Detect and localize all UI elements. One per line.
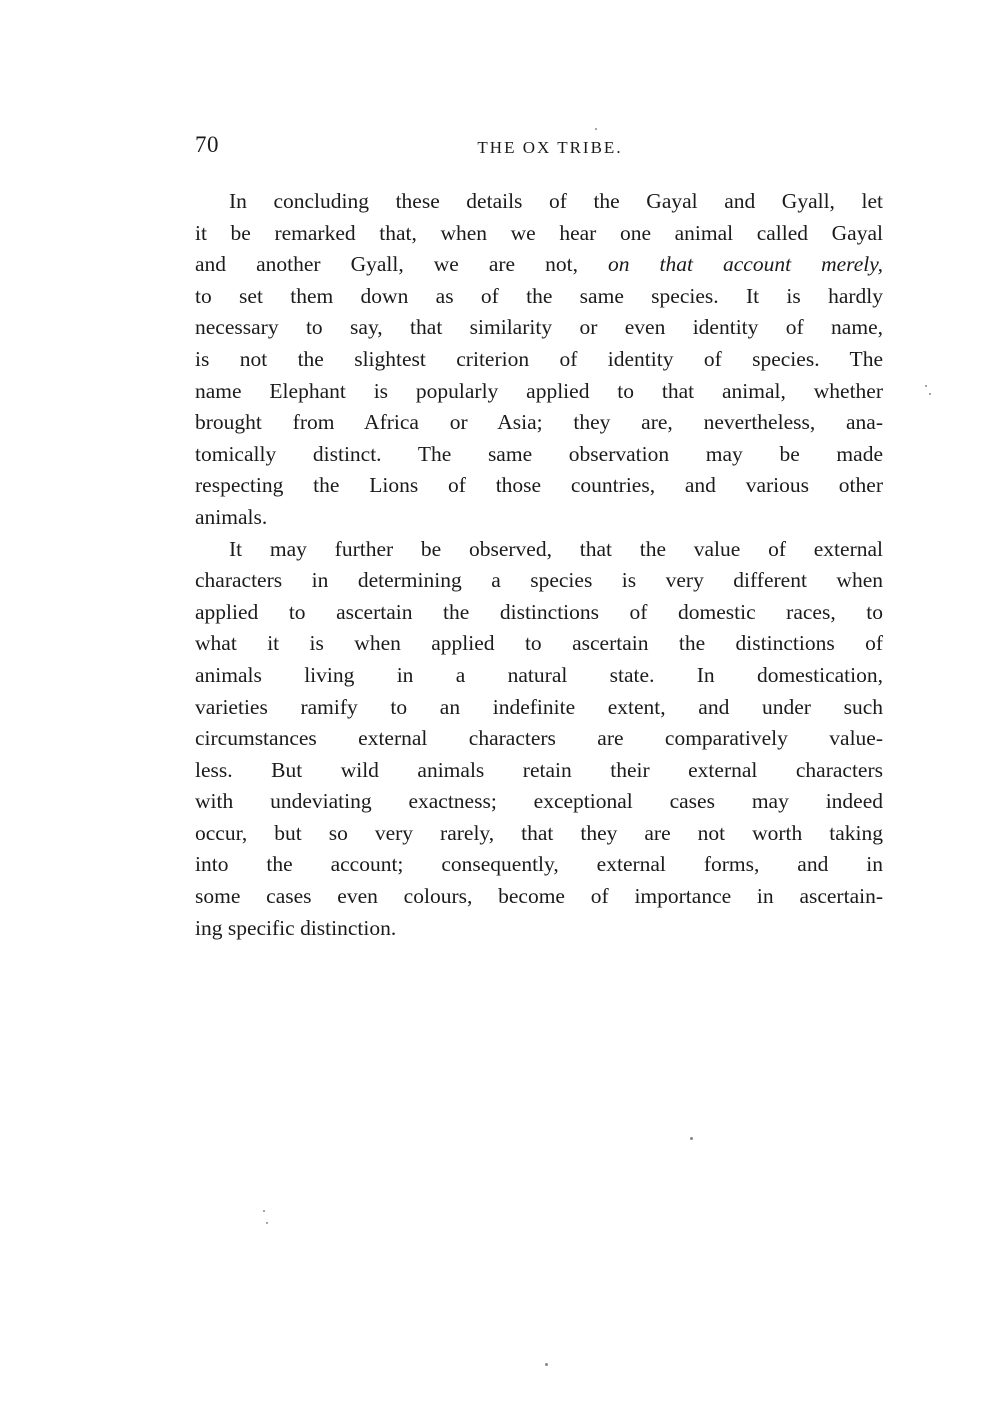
running-title: THE OX TRIBE. — [477, 138, 623, 157]
text-line: It may further be observed, that the value of external — [229, 536, 883, 561]
text-line: what it is when applied to ascertain the distinctions of — [195, 631, 883, 656]
text-segment: and another Gyall, we are not, — [195, 252, 578, 277]
book-page — [195, 128, 883, 944]
text-line: animals living in a natural state. In domestication, — [195, 662, 883, 687]
text-line: ing specific distinction. — [195, 915, 397, 940]
text-line: some cases even colours, become of importance in ascertain- — [195, 884, 883, 909]
text-line: necessary to say, that similarity or even identity of name, — [195, 315, 883, 340]
text-line: to set them down as of the same species. It is hardly — [195, 283, 883, 308]
scan-speck — [925, 385, 927, 387]
text-line-with-italic — [195, 249, 883, 281]
scan-speck — [266, 1222, 268, 1224]
text-line: varieties ramify to an indefinite extent, and under such — [195, 694, 883, 719]
text-line: animals. — [195, 504, 268, 529]
text-line: In concluding these details of the Gayal and Gyall, let — [229, 189, 883, 213]
running-head — [195, 128, 883, 168]
body-text — [195, 186, 883, 944]
italic-phrase: on that account merely, — [608, 252, 883, 277]
scan-speck — [929, 393, 931, 395]
scan-speck — [545, 1363, 548, 1366]
scan-speck — [263, 1210, 265, 1212]
text-line: applied to ascertain the distinctions of domestic races, to — [195, 599, 883, 624]
paragraph-2 — [195, 534, 883, 945]
scan-speck — [595, 128, 597, 130]
scan-speck — [690, 1137, 693, 1140]
text-line: less. But wild animals retain their external characters — [195, 757, 883, 782]
text-line: tomically distinct. The same observation may be made — [195, 441, 883, 466]
text-line: occur, but so very rarely, that they are not worth taking — [195, 820, 883, 845]
text-line: characters in determining a species is very different when — [195, 568, 883, 593]
text-line: into the account; consequently, external forms, and in — [195, 852, 883, 877]
text-line: is not the slightest criterion of identity of species. The — [195, 346, 883, 371]
text-line: respecting the Lions of those countries, and various other — [195, 473, 883, 498]
text-line: name Elephant is popularly applied to that animal, whether — [195, 378, 883, 403]
text-line: it be remarked that, when we hear one animal called Gayal — [195, 220, 883, 245]
text-line: circumstances external characters are comparatively value- — [195, 726, 883, 751]
text-line: brought from Africa or Asia; they are, nevertheless, ana- — [195, 410, 883, 435]
page-number: 70 — [195, 132, 219, 157]
paragraph-1 — [195, 186, 883, 534]
text-line: with undeviating exactness; exceptional cases may indeed — [195, 789, 883, 814]
